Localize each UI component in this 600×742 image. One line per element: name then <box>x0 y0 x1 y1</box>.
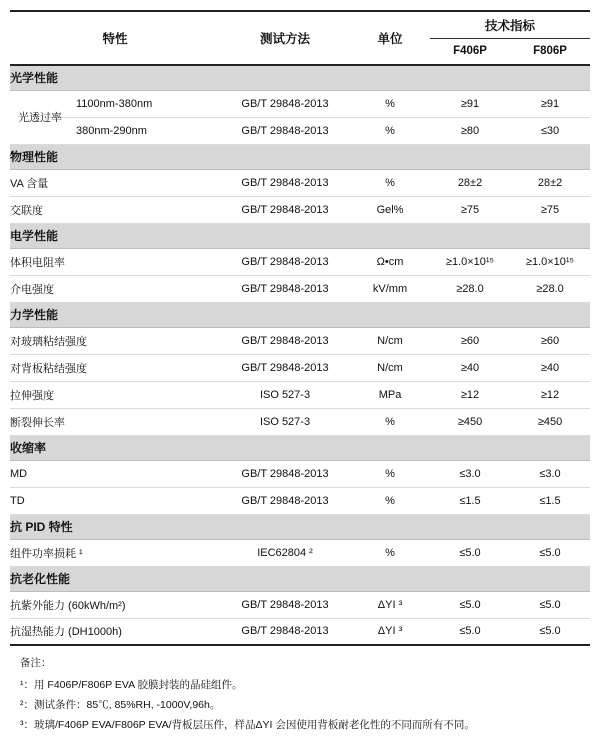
note-item <box>20 696 600 716</box>
row-value-f406p: ≥28.0 <box>430 275 510 302</box>
row-label: 拉伸强度 <box>10 381 220 408</box>
row-value-f406p: ≤5.0 <box>430 618 510 645</box>
header-col-f406p: F406P <box>430 38 510 65</box>
row-value-f806p: ≤5.0 <box>510 539 590 566</box>
row-unit: ΔYI ³ <box>350 618 430 645</box>
row-value-f406p: ≤3.0 <box>430 460 510 487</box>
row-value-f406p: ≥40 <box>430 354 510 381</box>
table-row <box>10 90 590 117</box>
header-tech-index: 技术指标 <box>430 11 590 38</box>
row-value-f406p: ≤1.5 <box>430 487 510 514</box>
row-value-f406p: ≥91 <box>430 90 510 117</box>
row-unit: % <box>350 539 430 566</box>
row-label: 1100nm-380nm <box>48 90 220 117</box>
row-value-f806p: ≤5.0 <box>510 591 590 618</box>
header-test-method: 测试方法 <box>220 11 350 65</box>
section-header-row <box>10 435 590 460</box>
note-number: ² <box>20 698 24 711</box>
row-test-method: GB/T 29848-2013 <box>220 460 350 487</box>
table-row <box>10 275 590 302</box>
table-row <box>10 408 590 435</box>
row-label: 体积电阻率 <box>10 248 220 275</box>
row-value-f806p: ≥91 <box>510 90 590 117</box>
section-header-row <box>10 566 590 591</box>
row-label: 对背板粘结强度 <box>10 354 220 381</box>
row-label: 断裂伸长率 <box>10 408 220 435</box>
notes-list <box>20 676 600 736</box>
table-row <box>10 539 590 566</box>
row-test-method: IEC62804 ² <box>220 539 350 566</box>
row-value-f806p: ≤1.5 <box>510 487 590 514</box>
table-row <box>10 169 590 196</box>
section-header-row <box>10 223 590 248</box>
note-text: ：用 F406P/F806P EVA 胶膜封装的晶硅组件。 <box>23 678 243 691</box>
row-unit: N/cm <box>350 327 430 354</box>
row-value-f806p: ≤3.0 <box>510 460 590 487</box>
row-value-f806p: 28±2 <box>510 169 590 196</box>
row-test-method: GB/T 29848-2013 <box>220 90 350 117</box>
table-row <box>10 591 590 618</box>
note-item <box>20 676 600 696</box>
row-group-label: 光透过率 <box>10 90 48 144</box>
row-value-f406p: ≥450 <box>430 408 510 435</box>
row-value-f406p: ≥1.0×10¹⁵ <box>430 248 510 275</box>
row-unit: kV/mm <box>350 275 430 302</box>
row-value-f806p: ≥40 <box>510 354 590 381</box>
row-unit: MPa <box>350 381 430 408</box>
row-unit: N/cm <box>350 354 430 381</box>
header-col-f806p: F806P <box>510 38 590 65</box>
row-test-method: GB/T 29848-2013 <box>220 196 350 223</box>
row-test-method: ISO 527-3 <box>220 381 350 408</box>
table-row <box>10 196 590 223</box>
row-value-f806p: ≥75 <box>510 196 590 223</box>
row-test-method: GB/T 29848-2013 <box>220 618 350 645</box>
note-number: ³ <box>20 718 24 731</box>
row-value-f406p: ≥60 <box>430 327 510 354</box>
row-test-method: ISO 527-3 <box>220 408 350 435</box>
row-label: 组件功率损耗 ¹ <box>10 539 220 566</box>
row-value-f806p: ≤30 <box>510 117 590 144</box>
row-label: MD <box>10 460 220 487</box>
table-row <box>10 618 590 645</box>
row-label: 抗湿热能力 (DH1000h) <box>10 618 220 645</box>
section-header-row <box>10 514 590 539</box>
section-title: 力学性能 <box>10 302 590 327</box>
section-title: 抗 PID 特性 <box>10 514 590 539</box>
row-value-f406p: ≥80 <box>430 117 510 144</box>
row-label: 对玻璃粘结强度 <box>10 327 220 354</box>
section-title: 收缩率 <box>10 435 590 460</box>
row-unit: Ω•cm <box>350 248 430 275</box>
row-unit: % <box>350 487 430 514</box>
row-label: 380nm-290nm <box>48 117 220 144</box>
row-test-method: GB/T 29848-2013 <box>220 487 350 514</box>
row-test-method: GB/T 29848-2013 <box>220 327 350 354</box>
row-unit: Gel% <box>350 196 430 223</box>
note-number: ¹ <box>20 678 24 691</box>
row-unit: % <box>350 90 430 117</box>
row-unit: % <box>350 408 430 435</box>
row-label: 交联度 <box>10 196 220 223</box>
table-row <box>10 354 590 381</box>
table-row <box>10 327 590 354</box>
row-label: 介电强度 <box>10 275 220 302</box>
section-header-row <box>10 302 590 327</box>
row-test-method: GB/T 29848-2013 <box>220 591 350 618</box>
section-title: 抗老化性能 <box>10 566 590 591</box>
note-item <box>20 716 600 736</box>
table-row <box>10 381 590 408</box>
row-label: VA 含量 <box>10 169 220 196</box>
row-value-f406p: ≥12 <box>430 381 510 408</box>
row-unit: % <box>350 169 430 196</box>
row-value-f406p: ≥75 <box>430 196 510 223</box>
row-test-method: GB/T 29848-2013 <box>220 169 350 196</box>
notes-title: 备注： <box>20 657 52 669</box>
table-header <box>10 11 590 65</box>
table-row <box>10 117 590 144</box>
specification-table <box>10 10 590 646</box>
row-unit: % <box>350 460 430 487</box>
row-test-method: GB/T 29848-2013 <box>220 248 350 275</box>
row-test-method: GB/T 29848-2013 <box>220 275 350 302</box>
row-test-method: GB/T 29848-2013 <box>220 117 350 144</box>
header-property: 特性 <box>10 11 220 65</box>
table-row <box>10 460 590 487</box>
row-value-f806p: ≥60 <box>510 327 590 354</box>
header-unit: 单位 <box>350 11 430 65</box>
table-body <box>10 65 590 645</box>
section-title: 电学性能 <box>10 223 590 248</box>
row-value-f806p: ≥1.0×10¹⁵ <box>510 248 590 275</box>
row-value-f406p: ≤5.0 <box>430 591 510 618</box>
row-value-f806p: ≥450 <box>510 408 590 435</box>
row-value-f406p: ≤5.0 <box>430 539 510 566</box>
note-text: ：测试条件：85℃, 85%RH, -1000V,96h。 <box>23 698 221 711</box>
row-value-f406p: 28±2 <box>430 169 510 196</box>
row-label: 抗紫外能力 (60kWh/m²) <box>10 591 220 618</box>
note-text: ：玻璃/F406P EVA/F806P EVA/背板层压件，样品ΔYI 会因使用背板耐老化性的不同而所有不同。 <box>23 718 475 731</box>
section-header-row <box>10 65 590 90</box>
table-row <box>10 487 590 514</box>
row-unit: ΔYI ³ <box>350 591 430 618</box>
section-header-row <box>10 144 590 169</box>
notes-block <box>20 654 600 736</box>
row-label: TD <box>10 487 220 514</box>
row-value-f806p: ≥12 <box>510 381 590 408</box>
table-row <box>10 248 590 275</box>
section-title: 光学性能 <box>10 65 590 90</box>
row-value-f806p: ≥28.0 <box>510 275 590 302</box>
section-title: 物理性能 <box>10 144 590 169</box>
row-unit: % <box>350 117 430 144</box>
row-test-method: GB/T 29848-2013 <box>220 354 350 381</box>
row-value-f806p: ≤5.0 <box>510 618 590 645</box>
